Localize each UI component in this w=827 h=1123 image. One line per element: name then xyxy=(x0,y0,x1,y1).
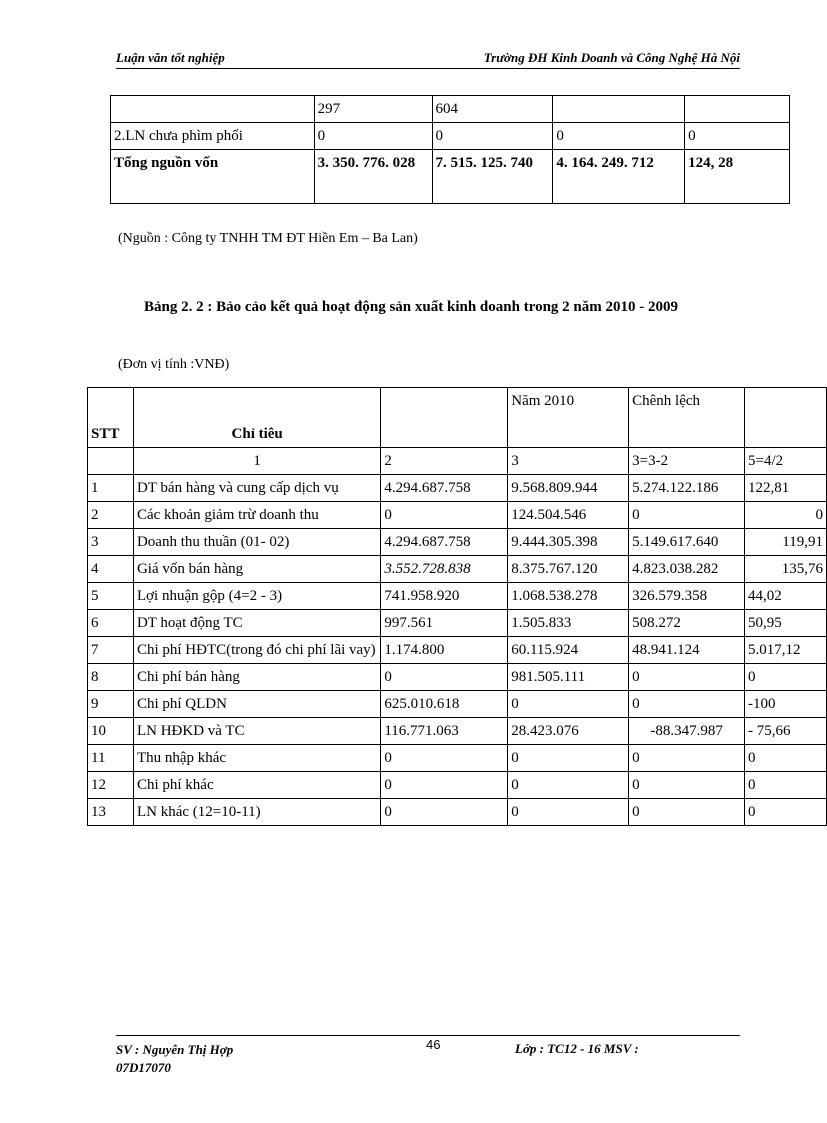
table-cell: 0 xyxy=(508,772,629,799)
table-cell: 9.444.305.398 xyxy=(508,529,629,556)
table-cell xyxy=(88,448,134,475)
table-cell: 981.505.111 xyxy=(508,664,629,691)
balance-table-continuation xyxy=(110,95,790,204)
footer-student-id: 07D17070 xyxy=(116,1060,171,1075)
table-cell: Chi phí khác xyxy=(133,772,380,799)
table-cell: 5.274.122.186 xyxy=(629,475,745,502)
table-cell: 116.771.063 xyxy=(381,718,508,745)
table-row xyxy=(111,123,790,150)
table-cell: DT hoạt động TC xyxy=(133,610,380,637)
table-cell: -100 xyxy=(745,691,827,718)
table-cell: 0 xyxy=(381,664,508,691)
table-cell: - 75,66 xyxy=(745,718,827,745)
table-cell: 0 xyxy=(381,799,508,826)
footer-student-name: SV : Nguyễn Thị Hợp xyxy=(116,1042,234,1057)
table-cell: 1.174.800 xyxy=(381,637,508,664)
table-cell: 0 xyxy=(745,745,827,772)
table-cell: LN HĐKD và TC xyxy=(133,718,380,745)
header-indicator: Chỉ tiêu xyxy=(133,388,380,448)
header-university-name: Trường ĐH Kinh Doanh và Công Nghệ Hà Nội xyxy=(483,50,740,65)
table-cell: Doanh thu thuần (01- 02) xyxy=(133,529,380,556)
table-cell: 8.375.767.120 xyxy=(508,556,629,583)
table-cell: 3 xyxy=(508,448,629,475)
table-cell: 3.552.728.838 xyxy=(381,556,508,583)
table-cell: 4.823.038.282 xyxy=(629,556,745,583)
table-cell: 508.272 xyxy=(629,610,745,637)
table-cell: 0 xyxy=(629,691,745,718)
table-cell: 1.068.538.278 xyxy=(508,583,629,610)
table-cell: 135,76 xyxy=(745,556,827,583)
table-cell: LN khác (12=10-11) xyxy=(133,799,380,826)
table-cell: 741.958.920 xyxy=(381,583,508,610)
table-cell: 7 xyxy=(88,637,134,664)
table-row xyxy=(88,556,827,583)
table-cell: 997.561 xyxy=(381,610,508,637)
table-cell: 0 xyxy=(508,799,629,826)
footer-divider xyxy=(116,1035,740,1036)
table-cell: Các khoản giảm trừ doanh thu xyxy=(133,502,380,529)
table-row xyxy=(88,691,827,718)
table-cell: 0 xyxy=(381,772,508,799)
table-cell: 625.010.618 xyxy=(381,691,508,718)
table-cell: 0 xyxy=(745,502,827,529)
table-cell: 119,91 xyxy=(745,529,827,556)
header-year-2010: Năm 2010 xyxy=(508,388,629,448)
table-cell: 0 xyxy=(432,123,553,150)
table-row xyxy=(88,502,827,529)
header-cell xyxy=(381,388,508,448)
table-cell: 0 xyxy=(745,664,827,691)
table-row xyxy=(88,475,827,502)
table-cell: 2.LN chưa phìm phối xyxy=(111,123,315,150)
table-row xyxy=(88,637,827,664)
table-cell: 0 xyxy=(629,664,745,691)
table-row xyxy=(88,583,827,610)
source-note: (Nguồn : Công ty TNHH TM ĐT Hiền Em – Ba Lan) xyxy=(118,231,418,246)
table-cell: Chi phí bán hàng xyxy=(133,664,380,691)
table-cell: 124.504.546 xyxy=(508,502,629,529)
table-cell: Chi phí QLDN xyxy=(133,691,380,718)
table-cell: 10 xyxy=(88,718,134,745)
table-cell: 9.568.809.944 xyxy=(508,475,629,502)
table-cell: 0 xyxy=(629,745,745,772)
table-cell: 5 xyxy=(88,583,134,610)
table-cell: Giá vốn bán hàng xyxy=(133,556,380,583)
table-cell: 0 xyxy=(553,123,685,150)
table-cell: -88.347.987 xyxy=(629,718,745,745)
table-cell: 50,95 xyxy=(745,610,827,637)
table-cell: 2 xyxy=(381,448,508,475)
table-row xyxy=(88,610,827,637)
header-stt: STT xyxy=(88,388,134,448)
table-cell: 2 xyxy=(88,502,134,529)
table-cell xyxy=(553,96,685,123)
table-row xyxy=(88,529,827,556)
table-row xyxy=(88,718,827,745)
table-cell: 4.294.687.758 xyxy=(381,475,508,502)
table-cell: 5.017,12 xyxy=(745,637,827,664)
table-cell: 3 xyxy=(88,529,134,556)
table-cell: Tổng nguồn vốn xyxy=(111,150,315,204)
table-cell: Chi phí HĐTC(trong đó chi phí lãi vay) xyxy=(133,637,380,664)
business-results-table xyxy=(87,387,827,826)
table-cell: 0 xyxy=(381,745,508,772)
table-cell: 5=4/2 xyxy=(745,448,827,475)
table-cell: 3=3-2 xyxy=(629,448,745,475)
table-cell: 604 xyxy=(432,96,553,123)
header-difference: Chênh lệch xyxy=(629,388,745,448)
table-cell xyxy=(111,96,315,123)
table-cell: 124, 28 xyxy=(685,150,790,204)
table-cell: Thu nhập khác xyxy=(133,745,380,772)
table-cell: 0 xyxy=(629,502,745,529)
table-row xyxy=(88,664,827,691)
table-cell: 13 xyxy=(88,799,134,826)
table-cell: 0 xyxy=(381,502,508,529)
footer-student xyxy=(116,1041,233,1077)
table-cell: 297 xyxy=(314,96,432,123)
unit-note: (Đơn vị tính :VNĐ) xyxy=(118,357,230,372)
table-cell: 48.941.124 xyxy=(629,637,745,664)
table-cell: 0 xyxy=(314,123,432,150)
table-cell: 0 xyxy=(629,799,745,826)
table-cell: 4 xyxy=(88,556,134,583)
table-cell: DT bán hàng và cung cấp dịch vụ xyxy=(133,475,380,502)
table-row xyxy=(88,772,827,799)
table-cell: 0 xyxy=(745,799,827,826)
table-cell: 11 xyxy=(88,745,134,772)
header-thesis-label: Luận văn tốt nghiệp xyxy=(116,50,225,65)
table-cell: 7. 515. 125. 740 xyxy=(432,150,553,204)
table-cell: 4.294.687.758 xyxy=(381,529,508,556)
table-cell: 6 xyxy=(88,610,134,637)
table-cell: 1 xyxy=(133,448,380,475)
table-cell: 9 xyxy=(88,691,134,718)
table-cell: 44,02 xyxy=(745,583,827,610)
table-cell: 0 xyxy=(508,745,629,772)
table-cell: 1 xyxy=(88,475,134,502)
table-row xyxy=(111,96,790,123)
header-cell xyxy=(745,388,827,448)
table-cell: 0 xyxy=(745,772,827,799)
table-cell: 0 xyxy=(685,123,790,150)
footer-class: Lớp : TC12 - 16 MSV : xyxy=(515,1041,639,1056)
table-cell: Lợi nhuận gộp (4=2 - 3) xyxy=(133,583,380,610)
table-cell: 5.149.617.640 xyxy=(629,529,745,556)
table-cell: 28.423.076 xyxy=(508,718,629,745)
table-cell: 60.115.924 xyxy=(508,637,629,664)
page-header xyxy=(116,48,740,69)
table-cell: 3. 350. 776. 028 xyxy=(314,150,432,204)
table-cell: 0 xyxy=(508,691,629,718)
table-row xyxy=(88,799,827,826)
table-row xyxy=(88,745,827,772)
table-cell: 8 xyxy=(88,664,134,691)
table-cell: 0 xyxy=(629,772,745,799)
table-header-row xyxy=(88,388,827,448)
table-cell: 4. 164. 249. 712 xyxy=(553,150,685,204)
table-cell xyxy=(685,96,790,123)
table-row-total xyxy=(111,150,790,204)
table-index-row xyxy=(88,448,827,475)
table-cell: 326.579.358 xyxy=(629,583,745,610)
table-caption: Bảng 2. 2 : Bảo cảo kết quả hoạt động sản xuất kinh doanh trong 2 năm 2010 - 2009 xyxy=(144,299,679,315)
table-cell: 1.505.833 xyxy=(508,610,629,637)
table-cell: 12 xyxy=(88,772,134,799)
table-cell: 122,81 xyxy=(745,475,827,502)
page-number: 46 xyxy=(426,1037,441,1052)
